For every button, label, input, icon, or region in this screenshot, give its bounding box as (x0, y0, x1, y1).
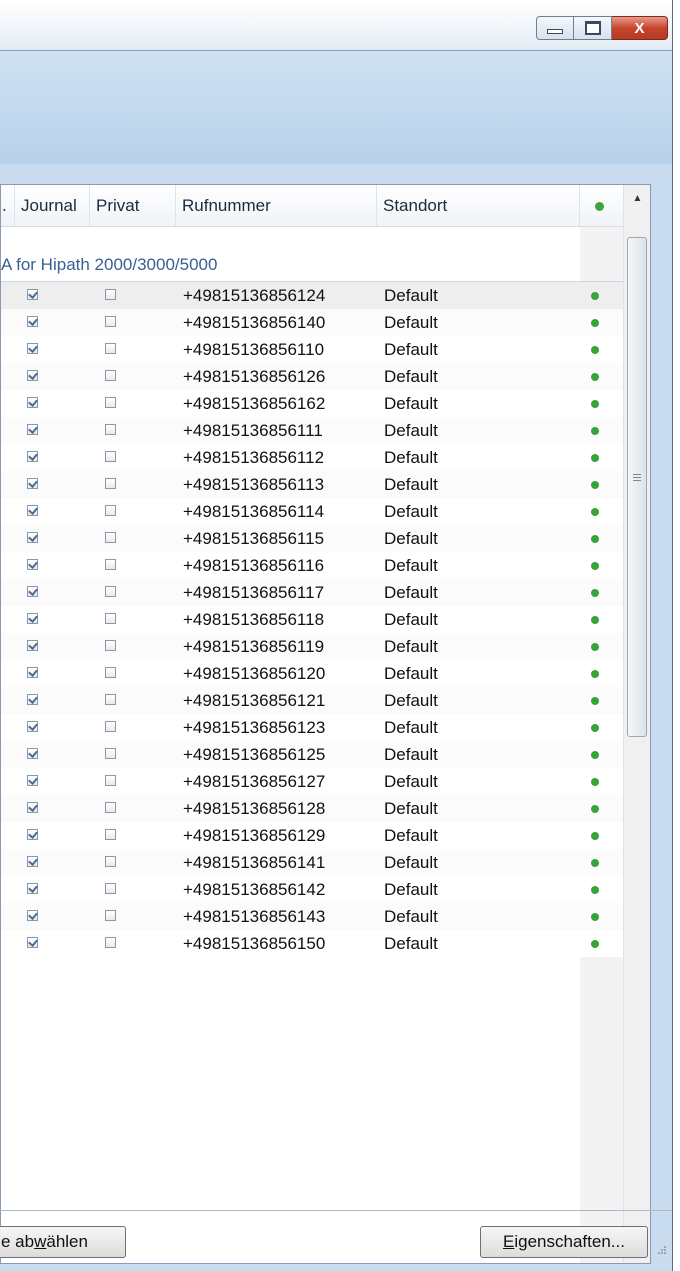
rufnummer-cell: +49815136856150 (183, 934, 326, 954)
privat-checkbox[interactable] (105, 937, 116, 948)
deselect-label-suffix: ählen (46, 1232, 88, 1251)
journal-checkbox[interactable] (27, 748, 38, 759)
journal-checkbox[interactable] (27, 721, 38, 732)
rufnummer-cell: +49815136856143 (183, 907, 326, 927)
table-row[interactable] (1, 633, 623, 660)
rufnummer-cell: +49815136856127 (183, 772, 326, 792)
rufnummer-cell: +49815136856128 (183, 799, 326, 819)
journal-checkbox[interactable] (27, 910, 38, 921)
table-row[interactable] (1, 606, 623, 633)
privat-checkbox[interactable] (105, 478, 116, 489)
privat-checkbox[interactable] (105, 721, 116, 732)
privat-checkbox[interactable] (105, 505, 116, 516)
privat-checkbox[interactable] (105, 370, 116, 381)
privat-checkbox[interactable] (105, 559, 116, 570)
privat-checkbox[interactable] (105, 748, 116, 759)
green-status-dot-icon (591, 589, 599, 597)
standort-cell: Default (384, 286, 438, 305)
table-row[interactable] (1, 498, 623, 525)
journal-checkbox[interactable] (27, 370, 38, 381)
standort-cell: Default (384, 853, 438, 873)
minimize-button[interactable] (536, 16, 574, 40)
rufnummer-cell: +49815136856111 (183, 421, 323, 441)
table-row[interactable] (1, 876, 623, 903)
privat-checkbox[interactable] (105, 586, 116, 597)
rufnummer-cell: +49815136856123 (183, 718, 326, 738)
column-header-status[interactable] (580, 185, 623, 226)
scroll-up-arrow-icon[interactable]: ▲ (632, 193, 643, 204)
privat-checkbox[interactable] (105, 289, 116, 300)
table-row[interactable] (1, 903, 623, 930)
journal-checkbox[interactable] (27, 802, 38, 813)
rufnummer-cell: +49815136856118 (183, 610, 325, 630)
privat-checkbox[interactable] (105, 532, 116, 543)
rufnummer-cell: +49815136856162 (183, 394, 326, 414)
column-header-partial[interactable]: . (1, 185, 15, 226)
journal-checkbox[interactable] (27, 559, 38, 570)
standort-cell: Default (384, 691, 438, 711)
rufnummer-cell: +49815136856116 (183, 556, 325, 576)
rufnummer-cell: +49815136856142 (183, 880, 326, 900)
standort-cell: Default (384, 718, 438, 738)
green-status-dot-icon (591, 724, 599, 732)
journal-checkbox[interactable] (27, 451, 38, 462)
column-header-rufnummer[interactable]: Rufnummer (176, 185, 377, 226)
green-status-dot-icon (591, 778, 599, 786)
rufnummer-cell: +49815136856121 (183, 691, 326, 711)
standort-cell: Default (384, 907, 438, 927)
green-status-dot-icon (591, 373, 599, 381)
green-status-dot-icon (595, 202, 604, 211)
journal-checkbox[interactable] (27, 424, 38, 435)
resize-grip-icon[interactable] (655, 1243, 667, 1255)
group-title: A for Hipath 2000/3000/5000 (1, 255, 218, 274)
standort-cell: Default (384, 745, 438, 765)
standort-cell: Default (384, 664, 438, 684)
table-row[interactable] (1, 363, 623, 390)
privat-checkbox[interactable] (105, 343, 116, 354)
green-status-dot-icon (591, 562, 599, 570)
table-row[interactable] (1, 471, 623, 498)
journal-checkbox[interactable] (27, 883, 38, 894)
green-status-dot-icon (591, 346, 599, 354)
deselect-label-prefix: e ab (1, 1232, 35, 1251)
privat-checkbox[interactable] (105, 640, 116, 651)
table-row[interactable] (1, 714, 623, 741)
rufnummer-cell: +49815136856117 (183, 583, 325, 603)
rufnummer-cell: +49815136856114 (183, 502, 325, 522)
standort-cell: Default (384, 772, 438, 792)
green-status-dot-icon (591, 454, 599, 462)
rufnummer-cell: +49815136856141 (183, 853, 326, 873)
standort-cell: Default (384, 556, 438, 576)
privat-checkbox[interactable] (105, 910, 116, 921)
standort-cell: Default (384, 340, 438, 360)
privat-checkbox[interactable] (105, 397, 116, 408)
rufnummer-cell: +49815136856124 (183, 286, 326, 305)
rufnummer-cell: +49815136856140 (183, 313, 326, 333)
standort-cell: Default (384, 637, 438, 657)
table-row[interactable] (1, 336, 623, 363)
maximize-button[interactable] (574, 16, 612, 40)
table-row[interactable] (1, 822, 623, 849)
green-status-dot-icon (591, 697, 599, 705)
privat-checkbox[interactable] (105, 775, 116, 786)
green-status-dot-icon (591, 940, 599, 948)
privat-checkbox[interactable] (105, 316, 116, 327)
phone-list-view[interactable] (0, 184, 651, 1264)
standort-cell: Default (384, 475, 438, 495)
table-row[interactable] (1, 741, 623, 768)
green-status-dot-icon (591, 670, 599, 678)
table-row[interactable] (1, 687, 623, 714)
journal-checkbox[interactable] (27, 478, 38, 489)
header-band (0, 50, 673, 164)
standort-cell: Default (384, 610, 438, 630)
rufnummer-cell: +49815136856113 (183, 475, 325, 495)
close-icon: X (634, 19, 645, 37)
green-status-dot-icon (591, 319, 599, 327)
table-row[interactable] (1, 930, 623, 957)
green-status-dot-icon (591, 805, 599, 813)
rufnummer-cell: +49815136856125 (183, 745, 326, 765)
table-row[interactable] (1, 417, 623, 444)
privat-checkbox[interactable] (105, 424, 116, 435)
green-status-dot-icon (591, 508, 599, 516)
properties-label-rest: igenschaften... (514, 1232, 625, 1251)
green-status-dot-icon (591, 616, 599, 624)
standort-cell: Default (384, 367, 438, 387)
privat-checkbox[interactable] (105, 883, 116, 894)
table-row[interactable] (1, 795, 623, 822)
journal-checkbox[interactable] (27, 316, 38, 327)
rufnummer-cell: +49815136856129 (183, 826, 326, 846)
privat-checkbox[interactable] (105, 829, 116, 840)
standort-cell: Default (384, 313, 438, 333)
window-caption-buttons (536, 16, 668, 40)
green-status-dot-icon (591, 535, 599, 543)
journal-checkbox[interactable] (27, 694, 38, 705)
journal-checkbox[interactable] (27, 856, 38, 867)
privat-checkbox[interactable] (105, 667, 116, 678)
journal-checkbox[interactable] (27, 613, 38, 624)
privat-checkbox[interactable] (105, 802, 116, 813)
standort-cell: Default (384, 502, 438, 522)
privat-checkbox[interactable] (105, 694, 116, 705)
properties-label-accesskey: E (503, 1232, 515, 1251)
title-bar (0, 0, 673, 50)
table-row[interactable] (1, 552, 623, 579)
green-status-dot-icon (591, 643, 599, 651)
table-row[interactable] (1, 525, 623, 552)
standort-cell: Default (384, 394, 438, 414)
journal-checkbox[interactable] (27, 343, 38, 354)
standort-cell: Default (384, 583, 438, 603)
table-row[interactable] (1, 444, 623, 471)
green-status-dot-icon (591, 427, 599, 435)
table-row[interactable] (1, 309, 623, 336)
journal-checkbox[interactable] (27, 829, 38, 840)
table-row[interactable] (1, 390, 623, 417)
rufnummer-cell: +49815136856110 (183, 340, 325, 360)
scrollbar-grip-icon (633, 474, 641, 475)
privat-checkbox[interactable] (105, 856, 116, 867)
properties-button[interactable] (480, 1226, 648, 1258)
list-header (1, 185, 623, 227)
group-header[interactable] (1, 248, 623, 283)
journal-checkbox[interactable] (27, 937, 38, 948)
standort-cell: Default (384, 448, 438, 468)
journal-checkbox[interactable] (27, 505, 38, 516)
vertical-scrollbar[interactable] (623, 185, 651, 1263)
minimize-icon (547, 29, 563, 34)
rufnummer-cell: +49815136856115 (183, 529, 325, 549)
standort-cell: Default (384, 934, 438, 954)
standort-cell: Default (384, 880, 438, 900)
rufnummer-cell: +49815136856120 (183, 664, 326, 684)
green-status-dot-icon (591, 859, 599, 867)
close-button[interactable] (612, 16, 668, 40)
deselect-label-accesskey: w (34, 1232, 47, 1251)
list-rows (1, 282, 623, 957)
table-row[interactable] (1, 849, 623, 876)
table-row[interactable] (1, 660, 623, 687)
maximize-icon (585, 21, 601, 35)
privat-checkbox[interactable] (105, 613, 116, 624)
table-row[interactable] (1, 579, 623, 606)
green-status-dot-icon (591, 886, 599, 894)
green-status-dot-icon (591, 481, 599, 489)
deselect-all-button[interactable] (0, 1226, 126, 1258)
green-status-dot-icon (591, 751, 599, 759)
journal-checkbox[interactable] (27, 289, 38, 300)
rufnummer-cell: +49815136856126 (183, 367, 326, 387)
table-row[interactable] (1, 768, 623, 795)
journal-checkbox[interactable] (27, 775, 38, 786)
green-status-dot-icon (591, 913, 599, 921)
green-status-dot-icon (591, 292, 599, 300)
rufnummer-cell: +49815136856112 (183, 448, 325, 468)
journal-checkbox[interactable] (27, 532, 38, 543)
column-header-privat[interactable]: Privat (90, 185, 176, 226)
journal-checkbox[interactable] (27, 640, 38, 651)
green-status-dot-icon (591, 400, 599, 408)
journal-checkbox[interactable] (27, 586, 38, 597)
column-header-journal[interactable]: Journal (15, 185, 90, 226)
rufnummer-cell: +49815136856119 (183, 637, 325, 657)
journal-checkbox[interactable] (27, 397, 38, 408)
column-header-standort[interactable]: Standort (377, 185, 580, 226)
standort-cell: Default (384, 529, 438, 549)
scrollbar-thumb[interactable] (627, 237, 647, 737)
table-row[interactable] (1, 282, 623, 309)
standort-cell: Default (384, 421, 438, 441)
privat-checkbox[interactable] (105, 451, 116, 462)
separator (0, 1210, 673, 1211)
standort-cell: Default (384, 826, 438, 846)
journal-checkbox[interactable] (27, 667, 38, 678)
standort-cell: Default (384, 799, 438, 819)
green-status-dot-icon (591, 832, 599, 840)
